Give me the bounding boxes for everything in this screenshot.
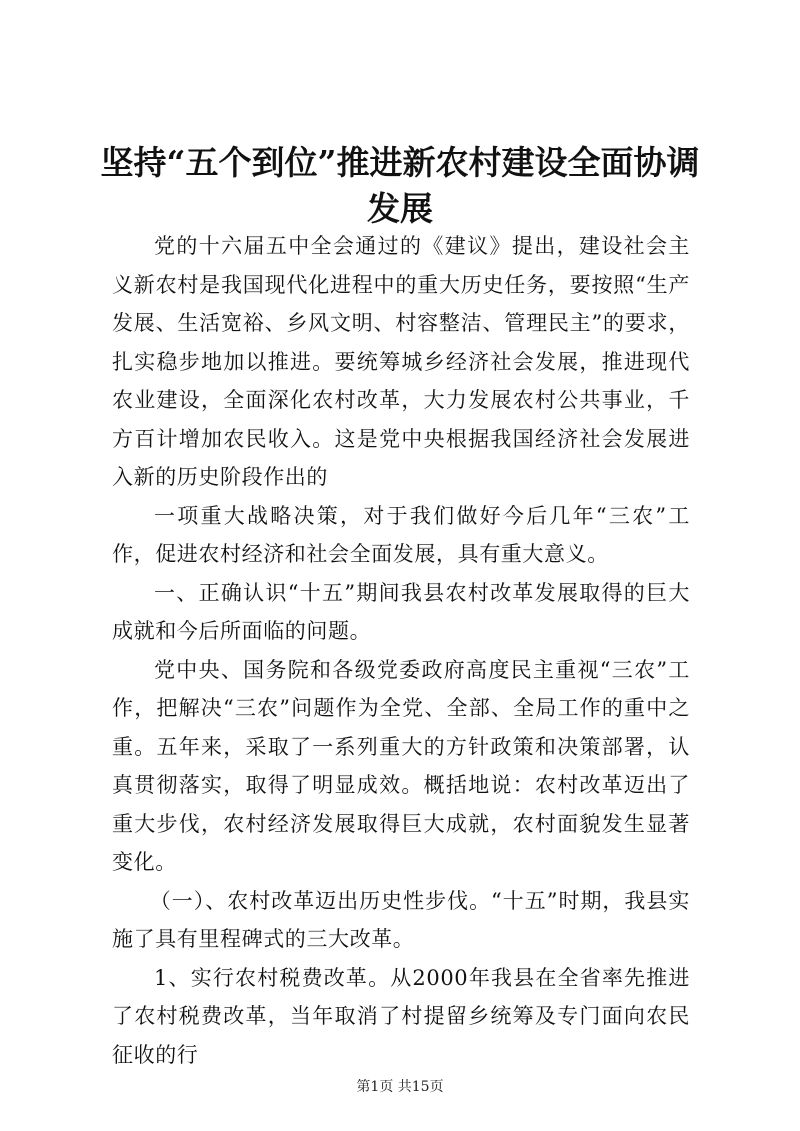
paragraph: 一项重大战略决策，对于我们做好今后几年“三农”工作，促进农村经济和社会全面发展，具有重大意义。: [112, 503, 690, 566]
paragraph: 党的十六届五中全会通过的《建议》提出，建设社会主义新农村是我国现代化进程中的重大历史任务，要按照“生产发展、生活宽裕、乡风文明、村容整洁、管理民主”的要求，扎实稳步地加以推进。要统筹城乡经济社会发展，推进现代农业建设，全面深化农村改革，大力发展农村公共事业，千方百计增加农民收入。这是党中央根据我国经济社会发展进入新的历史阶段作出的: [112, 234, 690, 489]
document-body: [112, 227, 690, 1074]
page-number-footer: 第1页 共15页: [356, 1079, 444, 1095]
subsection-heading: （一）、农村改革迈出历史性步伐。“十五”时期，我县实施了具有里程碑式的三大改革。: [112, 888, 690, 951]
paragraph: 1、实行农村税费改革。从2000年我县在全省率先推进了农村税费改革，当年取消了村提留乡统筹及专门面向农民征收的行: [112, 965, 690, 1067]
paragraph: 党中央、国务院和各级党委政府高度民主重视“三农”工作，把解决“三农”问题作为全党、全部、全局工作的重中之重。五年来，采取了一系列重大的方针政策和决策部署，认真贯彻落实，取得了明显成效。概括地说：农村改革迈出了重大步伐，农村经济发展取得巨大成就，农村面貌发生显著变化。: [112, 657, 690, 874]
section-heading: 一、正确认识“十五”期间我县农村改革发展取得的巨大成就和今后所面临的问题。: [112, 580, 690, 643]
document-title: 坚持“五个到位”推进新农村建设全面协调发展: [100, 143, 700, 228]
